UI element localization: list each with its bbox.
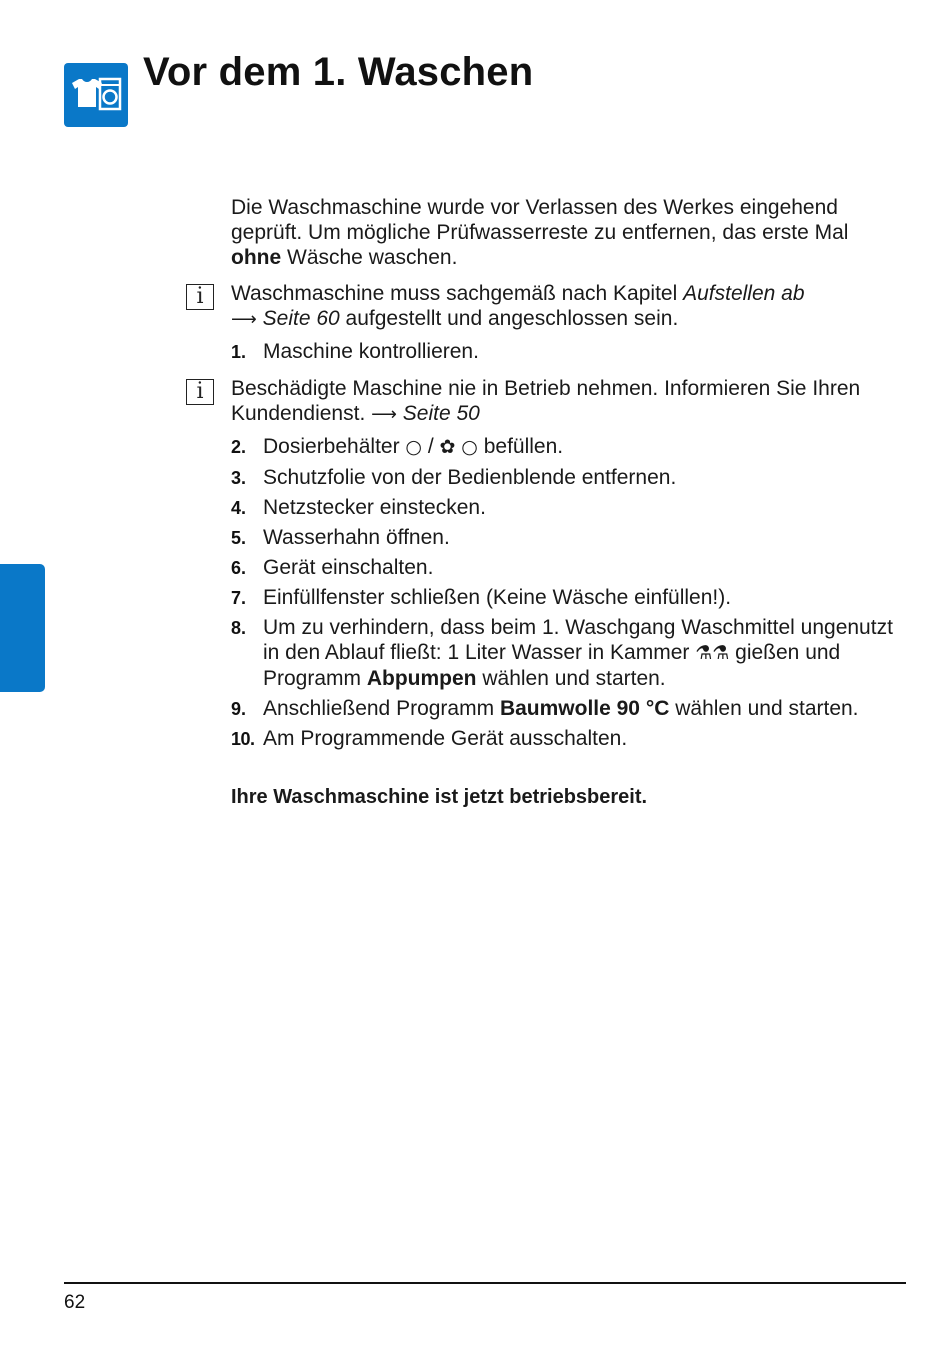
note-damage	[196, 376, 899, 427]
step-item	[231, 726, 899, 751]
step-text: Schutzfolie von der Bedienblende entfernen.	[263, 466, 677, 489]
page-number: 62	[64, 1292, 86, 1313]
step-item	[231, 696, 899, 721]
page-ref-link[interactable]: Seite 60	[262, 307, 340, 330]
step-number: 9.	[231, 699, 247, 719]
step-text: Dosierbehälter	[263, 435, 406, 458]
chapter-ref: Aufstellen ab	[683, 282, 805, 305]
step-text: Wasserhahn öffnen.	[263, 526, 450, 549]
page-ref-link[interactable]: Seite 50	[402, 402, 480, 425]
arrow-icon: ⟶	[371, 404, 397, 425]
step-item	[231, 615, 899, 691]
step-item	[231, 495, 899, 520]
step-separator: /	[422, 435, 440, 458]
step-item	[231, 465, 899, 490]
step-item	[231, 434, 899, 460]
step-item	[231, 555, 899, 580]
step-text: Einfüllfenster schließen (Keine Wäsche einfüllen!).	[263, 586, 732, 609]
step-number: 7.	[231, 588, 247, 608]
intro-text: Die Waschmaschine wurde vor Verlassen des Werkes eingehend geprüft. Um mögliche Prüfwasserreste zu entfernen, das erste Mal	[231, 196, 849, 244]
page-title: Vor dem 1. Waschen	[143, 50, 534, 94]
step-item	[231, 525, 899, 550]
step-text: Maschine kontrollieren.	[263, 340, 479, 363]
note-install-text: Waschmaschine muss sachgemäß nach Kapitel	[231, 282, 684, 305]
step-item	[231, 585, 899, 610]
step-item	[231, 339, 899, 364]
note-install-text-end: aufgestellt und angeschlossen sein.	[339, 307, 679, 330]
step-text-end: wählen und starten.	[476, 667, 666, 690]
step-number: 10.	[231, 729, 255, 749]
step-number: 3.	[231, 468, 247, 488]
step-text: Am Programmende Gerät ausschalten.	[263, 727, 628, 750]
footer-divider	[64, 1282, 906, 1284]
final-statement: Ihre Waschmaschine ist jetzt betriebsbereit.	[231, 786, 648, 808]
step-number: 4.	[231, 498, 247, 518]
chamber-icon: ⚗⚗	[695, 642, 730, 664]
step-text-end: wählen und starten.	[669, 697, 859, 720]
chapter-tab	[0, 564, 45, 692]
step-text: Anschließend Programm	[263, 697, 500, 720]
intro-bold: ohne	[231, 246, 282, 269]
step-number: 1.	[231, 342, 247, 362]
main-content	[196, 195, 899, 830]
info-icon: i	[186, 379, 214, 405]
step-text: Um zu verhindern, dass beim 1. Waschgang Waschmittel ungenutzt in den Ablauf fließt: 1 Liter Wasser in Kammer	[263, 616, 893, 664]
step-number: 6.	[231, 558, 247, 578]
intro-paragraph	[231, 195, 899, 270]
note-damage-text: Beschädigte Maschine nie in Betrieb nehmen. Informieren Sie Ihren Kundendienst.	[231, 377, 861, 425]
step-text: Gerät einschalten.	[263, 556, 434, 579]
detergent-drop-icon: ○	[461, 436, 478, 458]
laundry-machine-icon	[64, 63, 128, 127]
intro-text-end: Wäsche waschen.	[281, 246, 458, 269]
detergent-drop-icon: ○	[405, 436, 422, 458]
arrow-icon: ⟶	[231, 309, 257, 330]
step-text-end: befüllen.	[477, 435, 564, 458]
step-number: 2.	[231, 437, 247, 457]
step-text: Netzstecker einstecken.	[263, 496, 486, 519]
info-icon: i	[186, 284, 214, 310]
note-install	[196, 281, 899, 332]
softener-flower-icon: ✿	[439, 436, 456, 458]
program-name: Abpumpen	[366, 667, 477, 690]
program-name: Baumwolle 90 °C	[499, 697, 670, 720]
step-number: 8.	[231, 618, 247, 638]
step-text-mid: gießen und Programm	[263, 641, 841, 690]
step-number: 5.	[231, 528, 247, 548]
